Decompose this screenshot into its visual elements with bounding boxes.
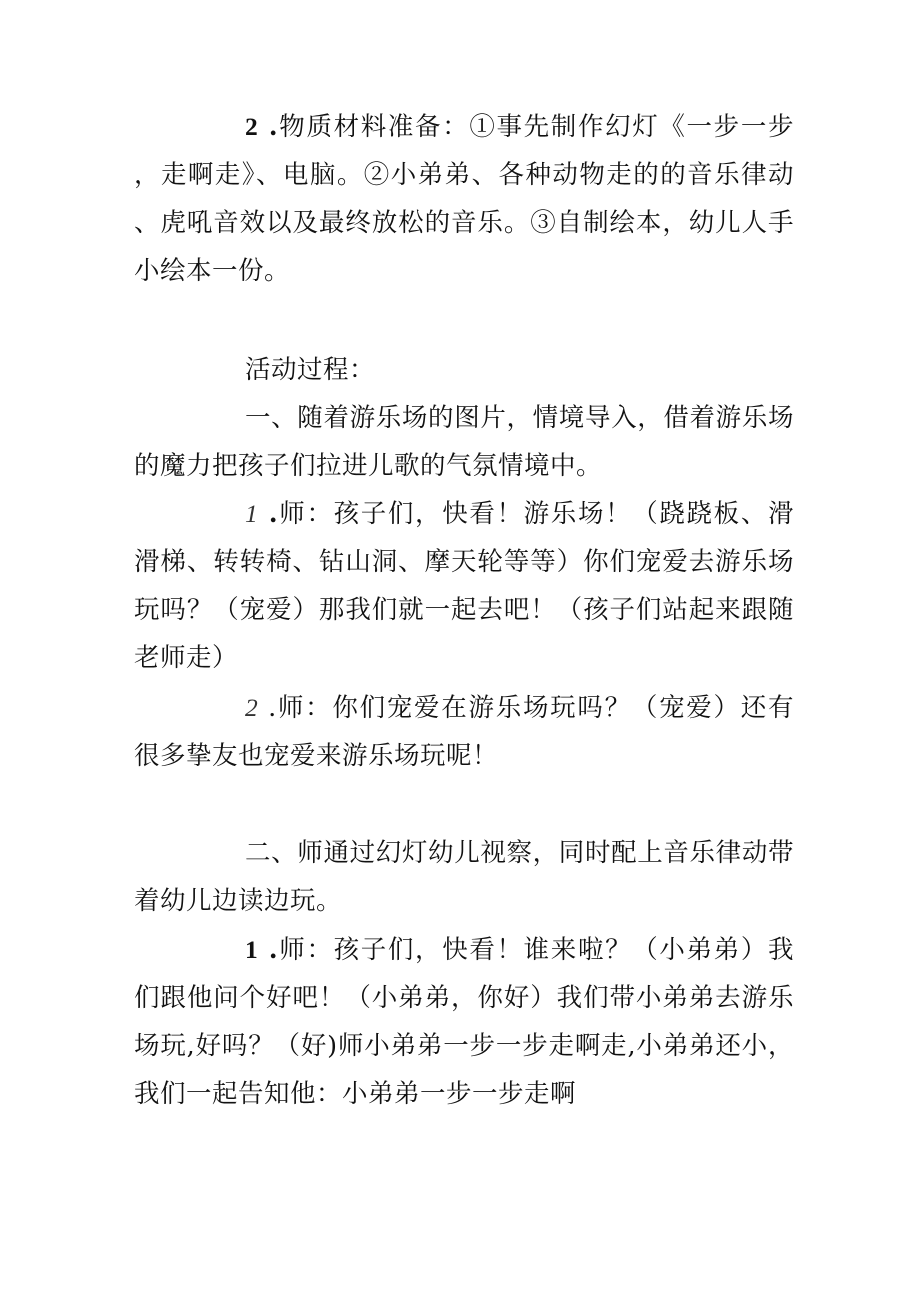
step-one-item-1 xyxy=(134,490,794,682)
step-two-paragraph: 二、师通过幻灯幼儿视察，同时配上音乐律动带着幼儿边读边玩。 xyxy=(134,838,794,916)
paragraph-text: 师：你们宠爱在游乐场玩吗？（宠爱）还有很多挚友也宠爱来游乐场玩呢！ xyxy=(134,693,794,771)
item-number: 1 xyxy=(245,935,259,964)
item-separator: . xyxy=(258,935,279,965)
step-one-paragraph: 一、随着游乐场的图片，情境导入，借着游乐场的魔力把孩子们拉进儿歌的气氛情境中。 xyxy=(134,403,794,481)
paragraph-text: 师：孩子们，快看！谁来啦？（小弟弟）我们跟他问个好吧！（小弟弟，你好）我们带小弟弟去游乐场玩,好吗？（好)师小弟弟一步一步走啊走,小弟弟还小，我们一起告知他：小弟弟一步一步走啊 xyxy=(134,935,794,1109)
paragraph-text: 师：孩子们，快看！游乐场！（跷跷板、滑滑梯、转转椅、钻山洞、摩天轮等等）你们宠爱去游乐场玩吗？（宠爱）那我们就一起去吧！（孩子们站起来跟随老师走） xyxy=(134,499,794,673)
step-one-item-2 xyxy=(134,684,794,780)
item-separator: . xyxy=(258,112,279,142)
section-heading-activity-process: 活动过程： xyxy=(245,355,376,385)
item-number: 2 xyxy=(245,112,259,141)
step-two-item-1 xyxy=(134,926,794,1118)
item-separator: . xyxy=(258,693,277,723)
materials-paragraph xyxy=(134,103,794,295)
item-number: 1 xyxy=(245,499,259,528)
item-separator: . xyxy=(258,499,279,529)
paragraph-text: 物质材料准备：①事先制作幻灯《一步一步，走啊走》、电脑。②小弟弟、各种动物走的的音乐律动、虎吼音效以及最终放松的音乐。③自制绘本，幼儿人手小绘本一份。 xyxy=(134,112,794,286)
item-number: 2 xyxy=(245,693,259,722)
